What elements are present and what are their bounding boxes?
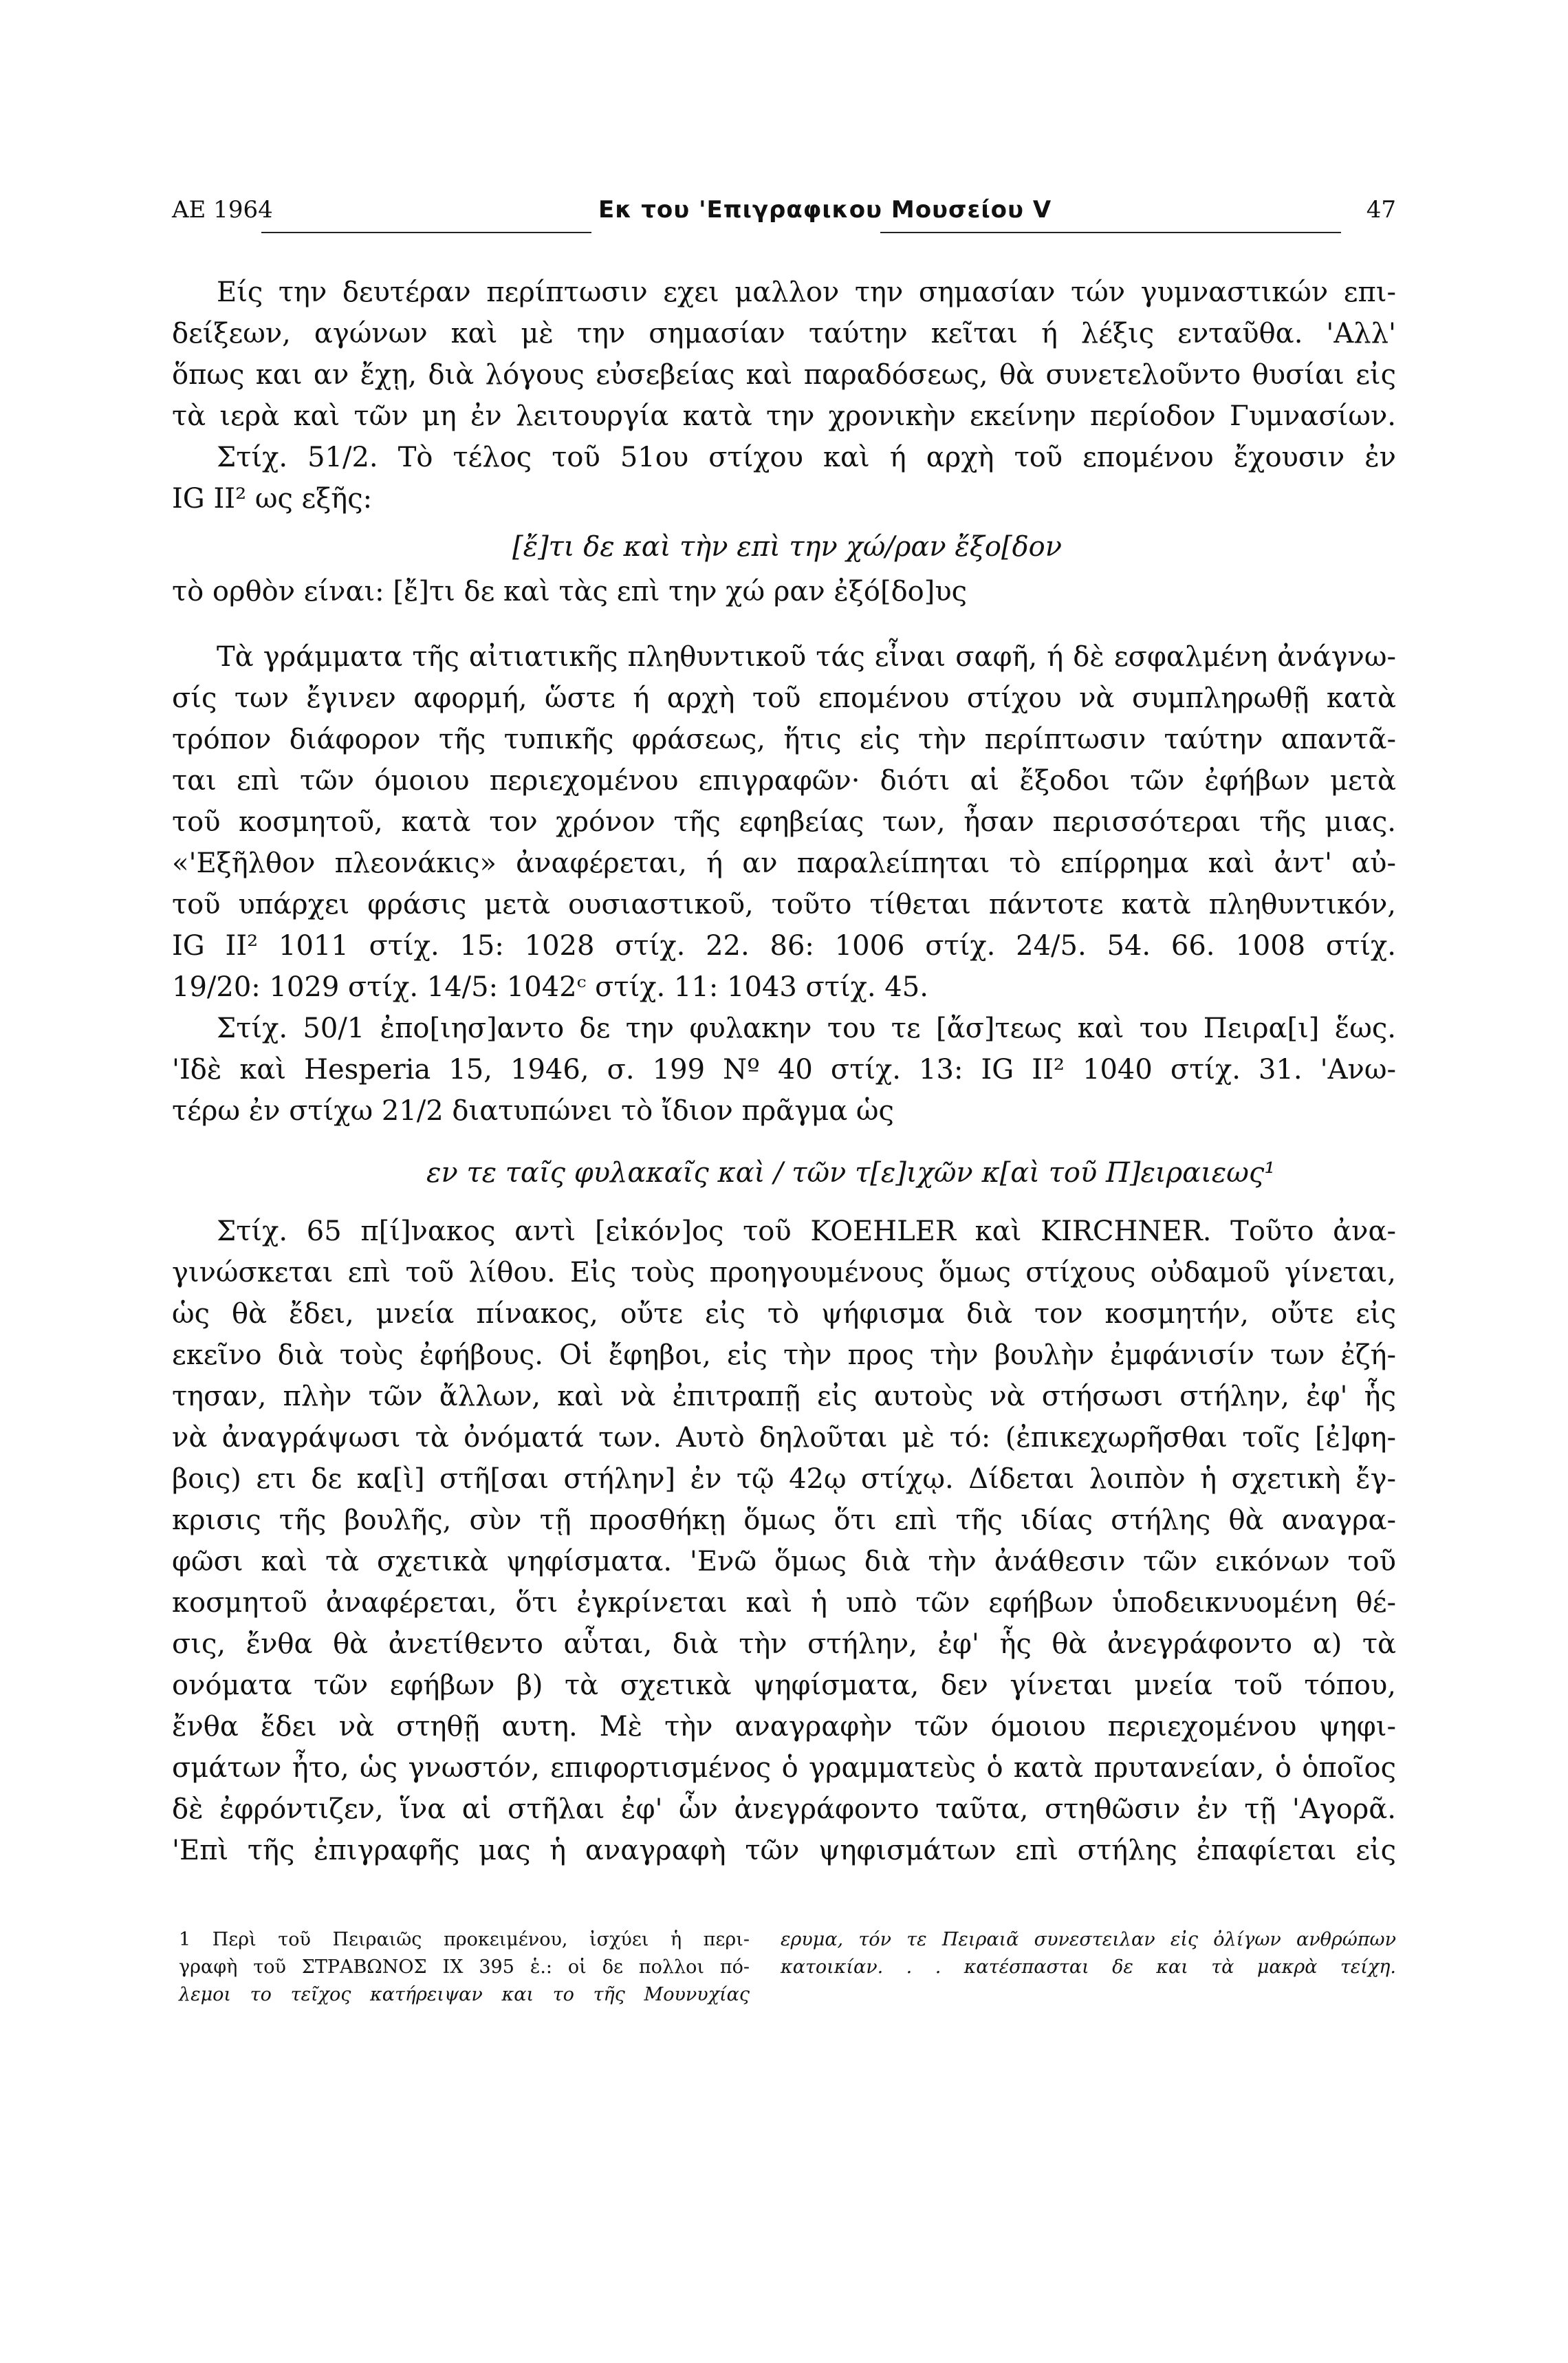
text-line: νὰ ἀναγράψωσι τὰ ὀνόματά των. Αυτὸ δηλοῦται μὲ τό: (ἐπικεχωρῆσθαι τοῖς [ἐ]φη- (172, 1422, 1396, 1454)
text-line: δείξεων, αγώνων καὶ μὲ την σημασίαν ταύτην κεῖται ή λέξις ενταῦθα. 'Αλλ' (172, 318, 1396, 349)
text-line: σμάτων ἦτο, ὡς γνωστόν, επιφορτισμένος ὁ γραμματεὺς ὁ κατὰ πρυτανείαν, ὁ ὁποῖος (172, 1752, 1396, 1784)
text-line: τέρω ἐν στίχω 21/2 διατυπώνει τὸ ἴδιον πρᾶγμα ὡς (172, 1095, 894, 1127)
header-rule-left (261, 232, 591, 233)
text-line: «'Εξῆλθον πλεονάκις» ἀναφέρεται, ή αν παραλείπηται τὸ επίρρημα καὶ ἀντ' αὐ- (172, 848, 1396, 879)
text-line: σις, ἔνθα θὰ ἀνετίθεντο αὗται, διὰ τὴν στήλην, ἐφ' ἧς θὰ ἀνεγράφοντο α) τὰ (172, 1628, 1396, 1660)
inscription-quote: [ἔ]τι δε καὶ τὴν επὶ την χώ/ραν ἔξο[δον (512, 531, 1063, 563)
text-line: βοις) ετι δε κα[ὶ] στῆ[σαι στήλην] ἐν τῷ 42ῳ στίχῳ. Δίδεται λοιπὸν ἡ σχετικὴ ἔγ- (172, 1463, 1396, 1495)
inscription-quote: εν τε ταῖς φυλακαῖς καὶ / τῶν τ[ε]ιχῶν κ[αὶ τοῦ Π]ειραιεως¹ (426, 1157, 1276, 1189)
text-line: ὅπως και αν ἔχῃ, διὰ λόγους εὐσεβείας καὶ παραδόσεως, θὰ συνετελοῦντο θυσίαι εἰς (172, 359, 1396, 391)
footnote-line: ερυμα, τόν τε Πειραιᾶ συνεστειλαν εἰς ὀλίγων ανθρώπων (781, 1929, 1396, 1950)
text-line: γινώσκεται επὶ τοῦ λίθου. Εἰς τοὺς προηγουμένους ὅμως στίχους οὐδαμοῦ γίνεται, (172, 1257, 1396, 1288)
text-line: ται επὶ τῶν όμοιου περιεχομένου επιγραφῶν· διότι αἱ ἔξοδοι τῶν ἐφήβων μετὰ (172, 765, 1396, 797)
header-rule-right (880, 232, 1341, 233)
footnote-line: κατοικίαν. . . κατέσπασται δε και τὰ μακρὰ τείχη. (781, 1956, 1396, 1978)
text-line: IG II² 1011 στίχ. 15: 1028 στίχ. 22. 86: 1006 στίχ. 24/5. 54. 66. 1008 στίχ. (172, 930, 1396, 962)
text-line: εκεῖνο διὰ τοὺς ἐφήβους. Οἱ ἔφηβοι, εἰς τὴν προς τὴν βουλὴν ἐμφάνισίν των ἐζή- (172, 1339, 1396, 1371)
text-line: IG II² ως εξῆς: (172, 483, 373, 515)
text-line: 'Ιδὲ καὶ Hesperia 15, 1946, σ. 199 Nº 40 στίχ. 13: IG II² 1040 στίχ. 31. 'Ανω- (172, 1054, 1396, 1086)
text-line: σίς των ἔγινεν αφορμή, ὥστε ή αρχὴ τοῦ επομένου στίχου νὰ συμπληρωθῇ κατὰ (172, 682, 1396, 714)
article-title: Εκ του 'Επιγραφικου Μουσείου V (598, 196, 1052, 224)
text-line: ὡς θὰ ἔδει, μνεία πίνακος, οὔτε εἰς τὸ ψήφισμα διὰ τον κοσμητήν, οὔτε εἰς (172, 1298, 1396, 1330)
text-line: τοῦ κοσμητοῦ, κατὰ τον χρόνον τῆς εφηβείας των, ἦσαν περισσότεραι τῆς μιας. (172, 806, 1396, 838)
text-line: 'Επὶ τῆς ἐπιγραφῆς μας ἡ αναγραφὴ τῶν ψηφισμάτων επὶ στήλης ἐπαφίεται εἰς (172, 1835, 1396, 1866)
inscription-correction: τὸ ορθὸν είναι: [ἔ]τι δε καὶ τὰς επὶ την χώ ραν ἐξό[δο]υς (172, 576, 968, 607)
text-line: κοσμητοῦ ἀναφέρεται, ὅτι ἐγκρίνεται καὶ ἡ υπὸ τῶν εφήβων ὑποδεικνυομένη θέ- (172, 1587, 1396, 1619)
footnote-line: γραφὴ τοῦ ΣΤΡΑΒΩΝΟΣ IX 395 ἑ.: οἱ δε πολλοι πό- (179, 1956, 750, 1978)
footnote-line: λεμοι το τεῖχος κατήρειψαν και το τῆς Μουνυχίας (179, 1984, 750, 2005)
text-line: ἔνθα ἔδει νὰ στηθῇ αυτη. Μὲ τὴν αναγραφὴν τῶν όμοιου περιεχομένου ψηφι- (172, 1711, 1396, 1742)
text-line: τρόπον διάφορον τῆς τυπικῆς φράσεως, ἥτις εἰς τὴν περίπτωσιν ταύτην απαντᾶ- (172, 724, 1396, 755)
footnote-line: 1 Περὶ τοῦ Πειραιῶς προκειμένου, ἰσχύει ἡ περι- (179, 1929, 750, 1950)
text-line: 19/20: 1029 στίχ. 14/5: 1042ᶜ στίχ. 11: 1043 στίχ. 45. (172, 971, 928, 1003)
text-line: ονόματα τῶν εφήβων β) τὰ σχετικὰ ψηφίσματα, δεν γίνεται μνεία τοῦ τόπου, (172, 1670, 1396, 1701)
text-line: Στίχ. 51/2. Τὸ τέλος τοῦ 51ου στίχου καὶ ή αρχὴ τοῦ επομένου ἔχουσιν ἐν (217, 442, 1396, 473)
text-line: τὰ ιερὰ καὶ τῶν μη ἐν λειτουργία κατὰ την χρονικὴν εκείνην περίοδον Γυμνασίων. (172, 400, 1396, 432)
text-line: Είς την δευτέραν περίπτωσιν εχει μαλλον την σημασίαν τών γυμναστικών επι- (217, 277, 1396, 308)
journal-reference: ΑΕ 1964 (172, 196, 273, 224)
text-line: δὲ ἐφρόντιζεν, ἵνα αἱ στῆλαι ἐφ' ὧν ἀνεγράφοντο ταῦτα, στηθῶσιν ἐν τῇ 'Αγορᾶ. (172, 1793, 1396, 1825)
text-line: τησαν, πλὴν τῶν ἄλλων, καὶ νὰ ἐπιτραπῇ εἰς αυτοὺς νὰ στήσωσι στήλην, ἐφ' ἧς (172, 1381, 1396, 1412)
text-line: Τὰ γράμματα τῆς αἰτιατικῆς πληθυντικοῦ τάς εἶναι σαφῆ, ή δὲ εσφαλμένη ἀνάγνω- (217, 641, 1396, 673)
text-line: φῶσι καὶ τὰ σχετικὰ ψηφίσματα. 'Ενῶ ὅμως διὰ τὴν ἀνάθεσιν τῶν εικόνων τοῦ (172, 1546, 1396, 1577)
text-line: Στίχ. 65 π[ί]νακος αντὶ [εἰκόν]ος τοῦ KOEHLER καὶ KIRCHNER. Τοῦτο ἀνα- (217, 1216, 1396, 1247)
text-line: Στίχ. 50/1 ἐπο[ιησ]αντο δε την φυλακην του τε [ἄσ]τεως καὶ του Πειρα[ι] ἕως. (217, 1013, 1396, 1044)
page-number: 47 (1366, 196, 1396, 224)
running-header (172, 189, 1396, 230)
text-line: κρισις τῆς βουλῆς, σὺν τῇ προσθήκῃ ὅμως ὅτι επὶ τῆς ιδίας στήλης θὰ αναγρα- (172, 1504, 1396, 1536)
text-line: τοῦ υπάρχει φράσις μετὰ ουσιαστικοῦ, τοῦτο τίθεται πάντοτε κατὰ πληθυντικόν, (172, 889, 1396, 920)
